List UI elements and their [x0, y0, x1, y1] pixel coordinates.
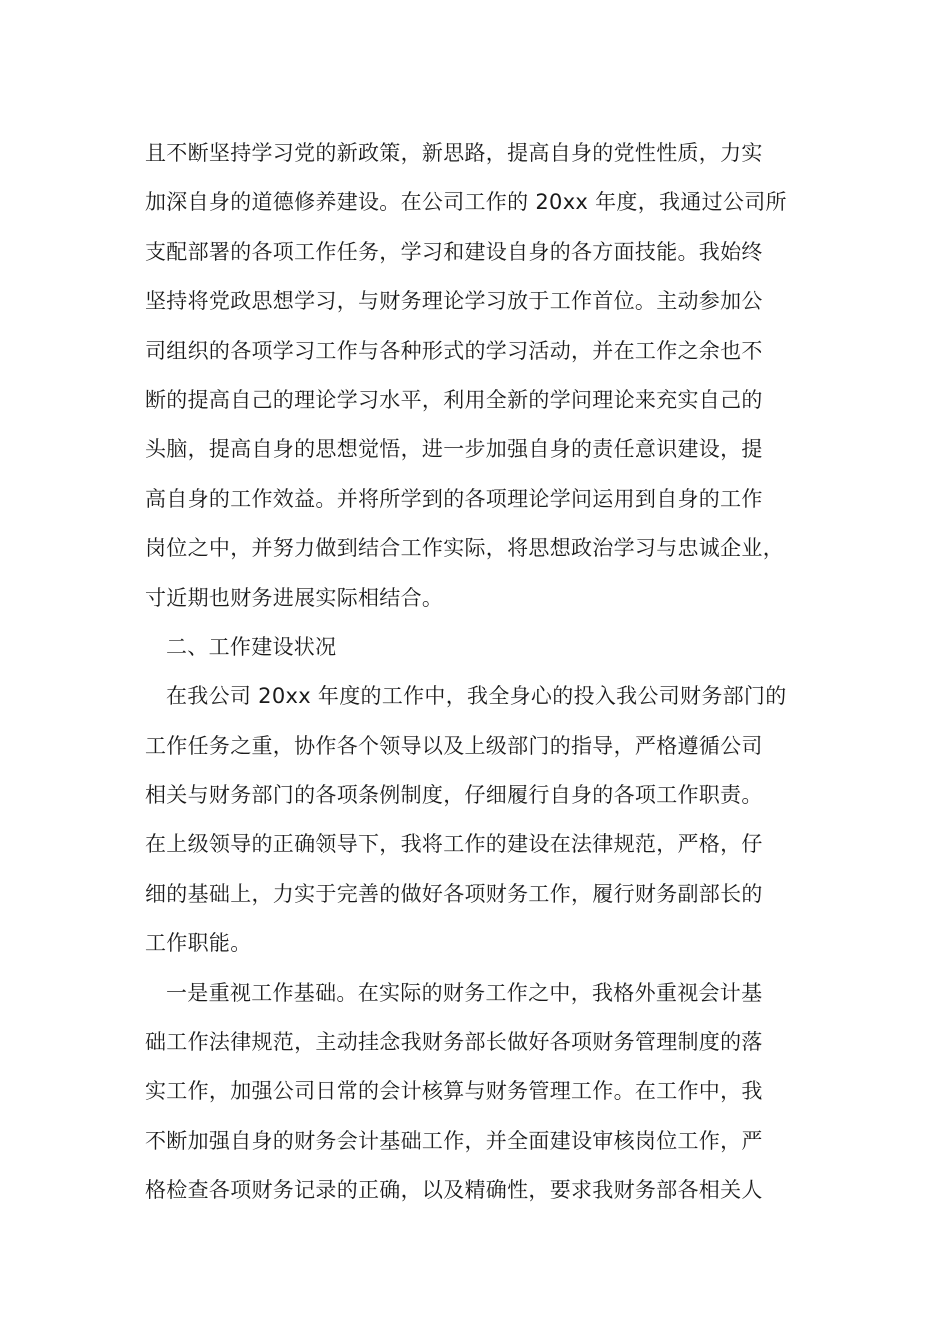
text-line: 实工作，加强公司日常的会计核算与财务管理工作。在工作中，我: [145, 1079, 763, 1104]
text-line: 础工作法律规范，主动挂念我财务部长做好各项财务管理制度的落: [145, 1030, 763, 1055]
text-line: 格检查各项财务记录的正确，以及精确性，要求我财务部各相关人: [145, 1178, 763, 1203]
text-line: 在上级领导的正确领导下，我将工作的建设在法律规范，严格，仔: [145, 832, 763, 857]
text-line: 高自身的工作效益。并将所学到的各项理论学问运用到自身的工作: [145, 486, 763, 511]
text-line: 加深自身的道德修养建设。在公司工作的 20xx 年度，我通过公司所: [145, 190, 787, 215]
text-line: 在我公司 20xx 年度的工作中，我全身心的投入我公司财务部门的: [166, 684, 787, 709]
text-line: 岗位之中，并努力做到结合工作实际，将思想政治学习与忠诚企业，: [145, 536, 784, 561]
text-line: 工作职能。: [145, 931, 252, 956]
text-line: 不断加强自身的财务会计基础工作，并全面建设审核岗位工作，严: [145, 1128, 763, 1153]
text-line: 寸近期也财务进展实际相结合。: [145, 585, 444, 610]
text-line: 细的基础上，力实于完善的做好各项财务工作，履行财务副部长的: [145, 881, 763, 906]
text-line: 司组织的各项学习工作与各种形式的学习活动，并在工作之余也不: [145, 338, 763, 363]
text-line: 坚持将党政思想学习，与财务理论学习放于工作首位。主动参加公: [145, 289, 763, 314]
text-line: 相关与财务部门的各项条例制度，仔细履行自身的各项工作职责。: [145, 783, 763, 808]
text-line: 一是重视工作基础。在实际的财务工作之中，我格外重视会计基: [166, 980, 763, 1005]
text-line: 工作任务之重，协作各个领导以及上级部门的指导，严格遵循公司: [145, 733, 763, 758]
text-line: 支配部署的各项工作任务，学习和建设自身的各方面技能。我始终: [145, 239, 763, 264]
text-line: 断的提高自己的理论学习水平，利用全新的学问理论来充实自己的: [145, 387, 763, 412]
text-line: 头脑，提高自身的思想觉悟，进一步加强自身的责任意识建设，提: [145, 437, 763, 462]
document-body: [145, 129, 825, 1216]
section-heading: 二、工作建设状况: [166, 634, 337, 659]
text-line: 且不断坚持学习党的新政策，新思路，提高自身的党性性质，力实: [145, 141, 763, 165]
